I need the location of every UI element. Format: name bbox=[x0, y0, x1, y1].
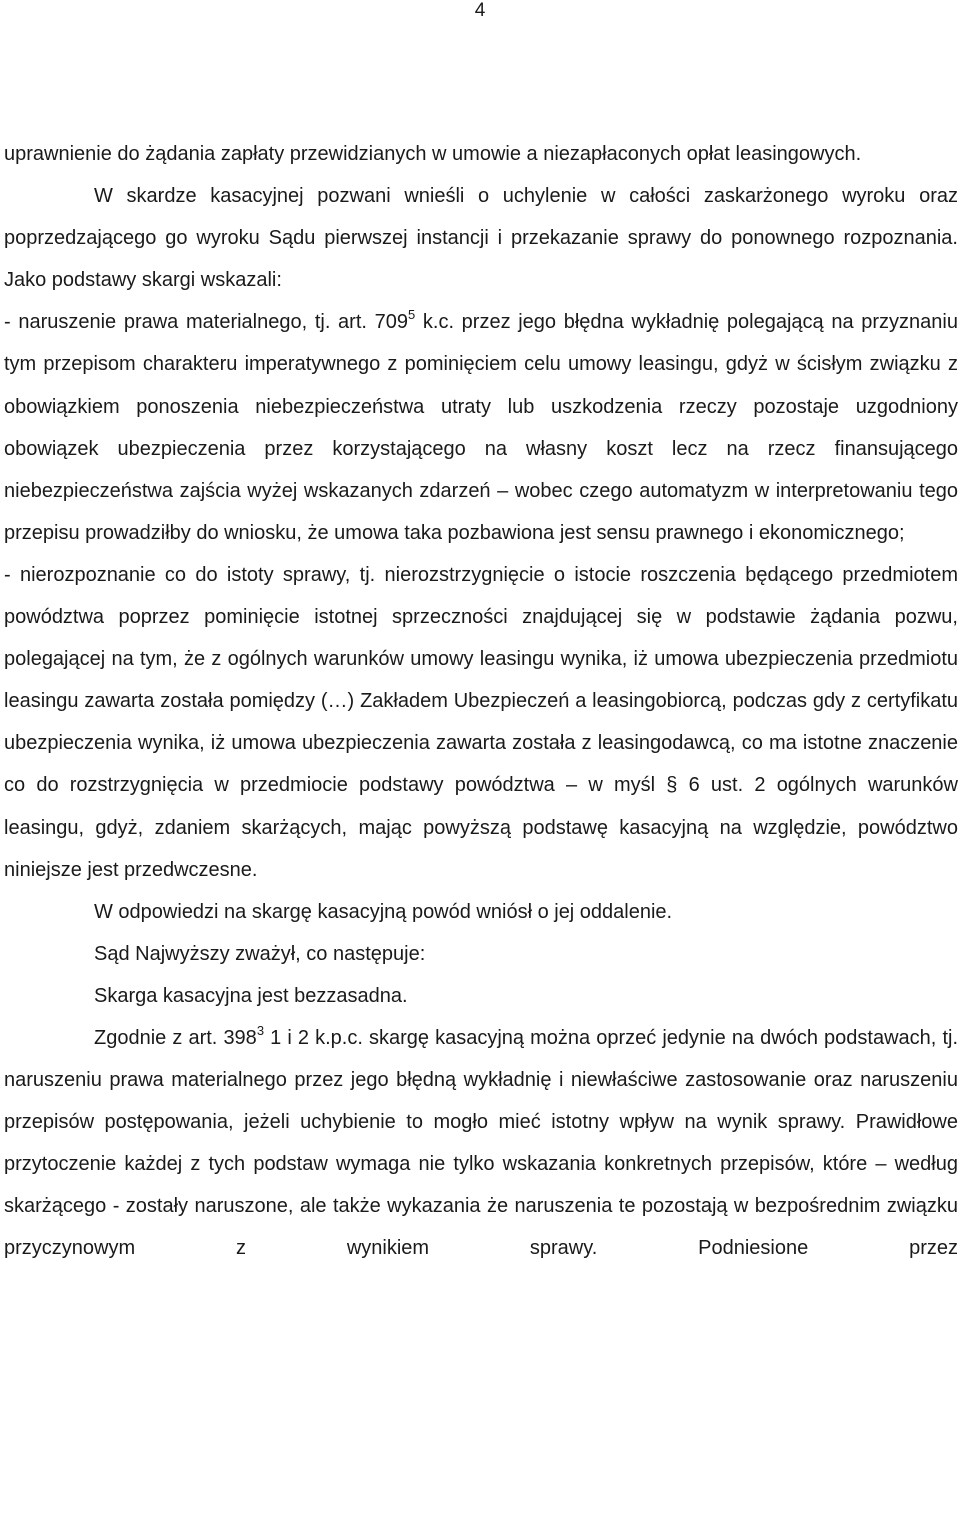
document-body bbox=[4, 133, 958, 1270]
paragraph-legal-basis bbox=[4, 1017, 958, 1270]
legal-basis-rest: 1 i 2 k.p.c. skargę kasacyjną można oprzeć jedynie na dwóch podstawach, tj. naruszeniu prawa materialnego przez jego błędną wykładnię i niewłaściwe zastosowanie oraz naruszeniu przepisów postępowania, jeżeli uchybienie to mogło mieć istotny wpływ na wynik sprawy. Prawidłowe przytoczenie każdej z tych podstaw wymaga nie tylko wskazania konkretnych przepisów, które – według skarżącego - zostały naruszone, ale także wykazania że naruszenia te pozostają w bezpośrednim związku przyczynowym z wynikiem sprawy. Podniesione przez bbox=[4, 1026, 958, 1260]
paragraph-procedural-ground: - nierozpoznanie co do istoty sprawy, tj. nierozstrzygnięcie o istocie roszczenia będącego przedmiotem powództwa poprzez pominięcie istotnej sprzeczności znajdującej się w podstawie żądania pozwu, polegającej na tym, że z ogólnych warunków umowy leasingu wynika, iż umowa ubezpieczenia przedmiotu leasingu zawarta została pomiędzy (…) Zakładem Ubezpieczeń a leasingobiorcą, podczas gdy z certyfikatu ubezpieczenia wynika, iż umowa ubezpieczenia zawarta została z leasingodawcą, co ma istotne znaczenie co do rozstrzygnięcia w przedmiocie podstawy powództwa – w myśl § 6 ust. 2 ogólnych warunków leasingu, gdyż, zdaniem skarżących, mając powyższą podstawę kasacyjną na względzie, powództwo niniejsze jest przedwczesne. bbox=[4, 563, 958, 881]
legal-basis-start: Zgodnie z art. 398 bbox=[94, 1026, 257, 1049]
ground-1-start: - naruszenie prawa materialnego, tj. art. 709 bbox=[4, 311, 408, 334]
paragraph-unfounded: Skarga kasacyjna jest bezzasadna. bbox=[94, 984, 408, 1007]
paragraph-continuation: uprawnienie do żądania zapłaty przewidzianych w umowie a niezapłaconych opłat leasingowych. bbox=[4, 143, 862, 165]
paragraph-substantive-law-ground bbox=[4, 301, 958, 554]
article-superscript: 5 bbox=[407, 307, 416, 323]
paragraph-court-considered: Sąd Najwyższy zważył, co następuje: bbox=[94, 942, 426, 965]
article-superscript: 3 bbox=[256, 1022, 265, 1038]
paragraph-cassation-complaint: W skardze kasacyjnej pozwani wnieśli o uchylenie w całości zaskarżonego wyroku oraz poprzedzającego go wyroku Sądu pierwszej instancji i przekazanie sprawy do ponownego rozpoznania. Jako podstawy skargi wskazali: bbox=[4, 185, 958, 292]
page-number: 4 bbox=[474, 0, 486, 21]
ground-1-rest: k.c. przez jego błędna wykładnię polegającą na przyznaniu tym przepisom charakteru imperatywnego z pominięciem celu umowy leasingu, gdyż w ścisłym związku z obowiązkiem ponoszenia niebezpieczeństwa utraty lub uszkodzenia rzeczy pozostaje uzgodniony obowiązek ubezpieczenia przez korzystającego na własny koszt lecz na rzecz finansującego niebezpieczeństwa zajścia wyżej wskazanych zdarzeń – wobec czego automatyzm w interpretowaniu tego przepisu prowadziłby do wniosku, że umowa taka pozbawiona jest sensu prawnego i ekonomicznego; bbox=[4, 311, 958, 544]
paragraph-response: W odpowiedzi na skargę kasacyjną powód wniósł o jej oddalenie. bbox=[94, 900, 673, 923]
